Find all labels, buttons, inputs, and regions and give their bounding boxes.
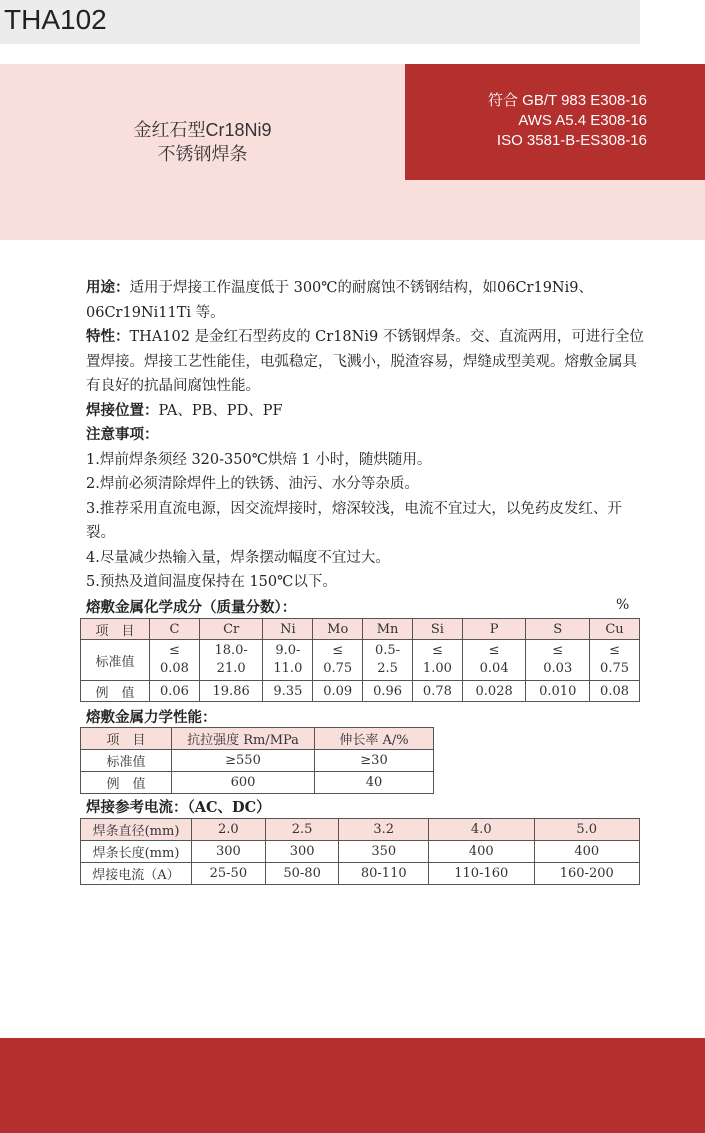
standard-aws: AWS A5.4 E308-16 [518, 112, 647, 129]
position-text: PA、PB、PD、PF [158, 402, 283, 419]
table-header-cell: 3.2 [339, 819, 429, 841]
table-cell: 110-160 [429, 863, 534, 885]
table-cell: 0.010 [526, 681, 590, 702]
title-bar [0, 0, 640, 44]
chemistry-table [80, 618, 640, 702]
mechanical-table [80, 727, 434, 794]
table-header-cell: 5.0 [534, 819, 640, 841]
table-header-cell: C [150, 619, 200, 640]
row-label: 焊条长度(mm) [81, 841, 192, 863]
table-cell: 160-200 [534, 863, 640, 885]
table-cell: 0.028 [462, 681, 526, 702]
table-header-cell: 项 目 [81, 728, 172, 750]
table-header-cell: P [462, 619, 526, 640]
product-name-line2: 不锈钢焊条 [157, 144, 248, 164]
table-row [81, 841, 640, 863]
table-row [81, 681, 640, 702]
table-header-cell: 4.0 [429, 819, 534, 841]
table-cell: 18.0- 21.0 [199, 640, 263, 681]
mechanical-title: 熔敷金属力学性能： [86, 709, 217, 726]
table-header-cell: 2.0 [192, 819, 266, 841]
table-cell: 300 [192, 841, 266, 863]
standard-gb: 符合 GB/T 983 E308-16 [488, 92, 647, 109]
table-cell: ≤ 1.00 [412, 640, 462, 681]
table-header-cell: 抗拉强度 Rm/MPa [172, 728, 315, 750]
row-label: 焊接电流（A） [81, 863, 192, 885]
standard-iso: ISO 3581-B-ES308-16 [496, 132, 647, 149]
table-cell: ≥550 [172, 750, 315, 772]
current-table [80, 818, 640, 885]
table-cell: 9.0- 11.0 [263, 640, 313, 681]
description [86, 276, 646, 595]
current-title: 焊接参考电流：（AC、DC） [86, 799, 271, 816]
table-cell: 0.08 [590, 681, 640, 702]
row-label: 例 值 [81, 681, 150, 702]
notes-heading: 注意事项： [86, 426, 159, 443]
note-item: 3.推荐采用直流电源，因交流焊接时，熔深较浅，电流不宜过大，以免药皮发红、开裂。 [86, 500, 622, 541]
table-header-row [81, 619, 640, 640]
table-header-cell: Ni [263, 619, 313, 640]
table-header-cell: Mo [313, 619, 363, 640]
note-item: 1.焊前焊条须经 320-350℃烘焙 1 小时，随烘随用。 [86, 451, 432, 468]
usage-paragraph [86, 276, 646, 325]
table-cell: 0.5- 2.5 [363, 640, 413, 681]
table-cell: 0.96 [363, 681, 413, 702]
row-label: 标准值 [81, 640, 150, 681]
table-cell: ≤ 0.75 [590, 640, 640, 681]
table-cell: 50-80 [265, 863, 339, 885]
row-label: 焊条直径(mm) [81, 819, 192, 841]
product-banner [0, 64, 705, 240]
table-cell: 25-50 [192, 863, 266, 885]
row-label: 例 值 [81, 772, 172, 794]
product-name-line1: 金红石型Cr18Ni9 [133, 120, 272, 140]
feature-paragraph [86, 325, 646, 399]
product-code: THA102 [4, 4, 107, 35]
product-name [0, 118, 405, 166]
table-cell: 600 [172, 772, 315, 794]
table-header-row [81, 819, 640, 841]
table-header-cell: Cr [199, 619, 263, 640]
usage-text: 适用于焊接工作温度低于 300℃的耐腐蚀不锈钢结构，如06Cr19Ni9、06Cr19Ni11Ti 等。 [86, 280, 593, 321]
table-cell: ≤ 0.04 [462, 640, 526, 681]
table-row [81, 640, 640, 681]
chemistry-unit: % [616, 597, 630, 613]
position-paragraph [86, 399, 646, 424]
table-cell: 0.06 [150, 681, 200, 702]
table-row [81, 863, 640, 885]
table-header-cell: 项 目 [81, 619, 150, 640]
note-item: 2.焊前必须清除焊件上的铁锈、油污、水分等杂质。 [86, 476, 419, 492]
table-header-cell: 2.5 [265, 819, 339, 841]
note-item: 5.预热及道间温度保持在 150℃以下。 [86, 574, 337, 590]
table-cell: 0.78 [412, 681, 462, 702]
table-header-cell: Si [412, 619, 462, 640]
table-cell: ≥30 [315, 750, 434, 772]
table-header-cell: 伸长率 A/% [315, 728, 434, 750]
standards-box [405, 64, 705, 180]
table-header-cell: Mn [363, 619, 413, 640]
table-header-row [81, 728, 434, 750]
table-cell: 80-110 [339, 863, 429, 885]
table-cell: 9.35 [263, 681, 313, 702]
table-row [81, 750, 434, 772]
footer-band [0, 1038, 705, 1133]
table-cell: 0.09 [313, 681, 363, 702]
table-cell: 40 [315, 772, 434, 794]
note-item: 4.尽量减少热输入量，焊条摆动幅度不宜过大。 [86, 549, 390, 566]
feature-text: THA102 是金红石型药皮的 Cr18Ni9 不锈钢焊条。交、直流两用，可进行全位置焊接。焊接工艺性能佳，电弧稳定，飞溅小，脱渣容易，焊缝成型美观。熔敷金属具有良好的抗晶间腐蚀性能。 [86, 329, 644, 394]
table-cell: ≤ 0.08 [150, 640, 200, 681]
table-cell: 19.86 [199, 681, 263, 702]
position-label: 焊接位置： [86, 401, 159, 419]
feature-label: 特性： [86, 328, 130, 345]
row-label: 标准值 [81, 750, 172, 772]
table-cell: ≤ 0.03 [526, 640, 590, 681]
table-row [81, 772, 434, 794]
usage-label: 用途： [86, 279, 130, 296]
table-cell: 300 [265, 841, 339, 863]
table-header-cell: Cu [590, 619, 640, 640]
table-cell: 400 [534, 841, 640, 863]
table-header-cell: S [526, 619, 590, 640]
table-cell: ≤ 0.75 [313, 640, 363, 681]
table-cell: 400 [429, 841, 534, 863]
chemistry-title: 熔敷金属化学成分（质量分数）： [86, 599, 297, 616]
table-cell: 350 [339, 841, 429, 863]
